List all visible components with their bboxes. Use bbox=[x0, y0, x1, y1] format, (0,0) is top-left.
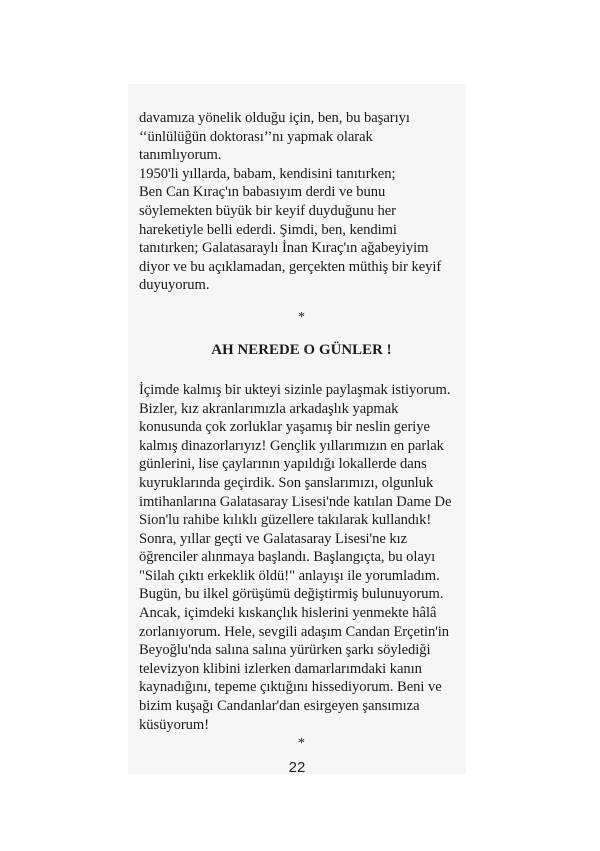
text-line: konusunda çok zorluklar yaşamış bir neslin geriye bbox=[139, 419, 430, 436]
text-line: Ben Can Kıraç'ın babasıyım derdi ve bunu bbox=[139, 184, 386, 201]
text-line: öğrenciler alınmaya başlandı. Başlangıçta, bu olayı bbox=[139, 549, 436, 566]
text-line: davamıza yönelik olduğu için, ben, bu başarıyı bbox=[139, 110, 410, 126]
text-line: imtihanlarına Galatasaray Lisesi'nde katılan Dame De bbox=[139, 493, 452, 510]
text-line: günlerini, lise çaylarının yapıldığı lokallerde dans bbox=[139, 456, 427, 473]
page-content bbox=[139, 109, 464, 753]
paragraph-2 bbox=[139, 381, 464, 734]
text-line: ‘‘ünlülüğün doktorası’’nı yapmak olarak bbox=[139, 128, 373, 145]
text-line: tanıtırken; Galatasaraylı İnan Kıraç'ın ağabeyiyim bbox=[139, 240, 429, 257]
text-line: Beyoğlu'nda salına salına yürürken şarkı söylediği bbox=[139, 642, 431, 659]
section-separator: * bbox=[298, 309, 305, 325]
text-line: diyor ve bu açıklamadan, gerçekten müthiş bir keyif bbox=[139, 258, 442, 275]
text-line: bizim kuşağı Candanlar'dan esirgeyen şansımıza bbox=[139, 698, 420, 715]
text-line: kuyruklarında geçirdik. Son şanslarımızı, olgunluk bbox=[139, 474, 434, 491]
text-line: 1950'li yıllarda, babam, kendisini tanıtırken; bbox=[139, 165, 396, 182]
text-line: söylemekten büyük bir keyif duyduğunu her bbox=[139, 202, 396, 219]
text-line: kaynadığını, tepeme çıktığını hissediyorum. Beni ve bbox=[139, 679, 442, 696]
text-line: Bizler, kız akranlarımızla arkadaşlık yapmak bbox=[139, 400, 399, 417]
text-line: Sonra, yıllar geçti ve Galatasaray Lisesi'ne kız bbox=[139, 530, 408, 547]
section-heading: AH NEREDE O GÜNLER ! bbox=[211, 341, 392, 358]
text-line: "Silah çıktı erkeklik öldü!" anlayışı ile yorumladım. bbox=[139, 567, 440, 584]
text-line: Sion'lu rahibe kılıklı güzellere takılarak kullandık! bbox=[139, 512, 432, 529]
page-number: 22 bbox=[288, 759, 306, 776]
text-line: hareketiyle belli ederdi. Şimdi, ben, kendimi bbox=[139, 221, 397, 238]
text-line: zorlanıyorum. Hele, sevgili adaşım Candan Erçetin'in bbox=[139, 623, 450, 640]
text-line: İçimde kalmış bir ukteyi sizinle paylaşmak istiyorum. bbox=[139, 381, 451, 398]
text-line: duyuyorum. bbox=[139, 277, 210, 294]
text-line: televizyon klibini izlerken damarlarımdaki kanın bbox=[139, 660, 422, 677]
text-line: tanımlıyorum. bbox=[139, 147, 222, 164]
paragraph-1 bbox=[139, 109, 464, 295]
text-line: Bugün, bu ilkel görüşümü değiştirmiş bulunuyorum. bbox=[139, 586, 444, 603]
text-line: kalmış dinazorlarıyız! Gençlik yıllarımızın en parlak bbox=[139, 437, 444, 454]
text-line: Ancak, içimdeki kıskançlık hislerini yenmekte hâlâ bbox=[139, 605, 437, 622]
text-line: küsüyorum! bbox=[139, 716, 210, 733]
section-separator: * bbox=[298, 736, 305, 752]
